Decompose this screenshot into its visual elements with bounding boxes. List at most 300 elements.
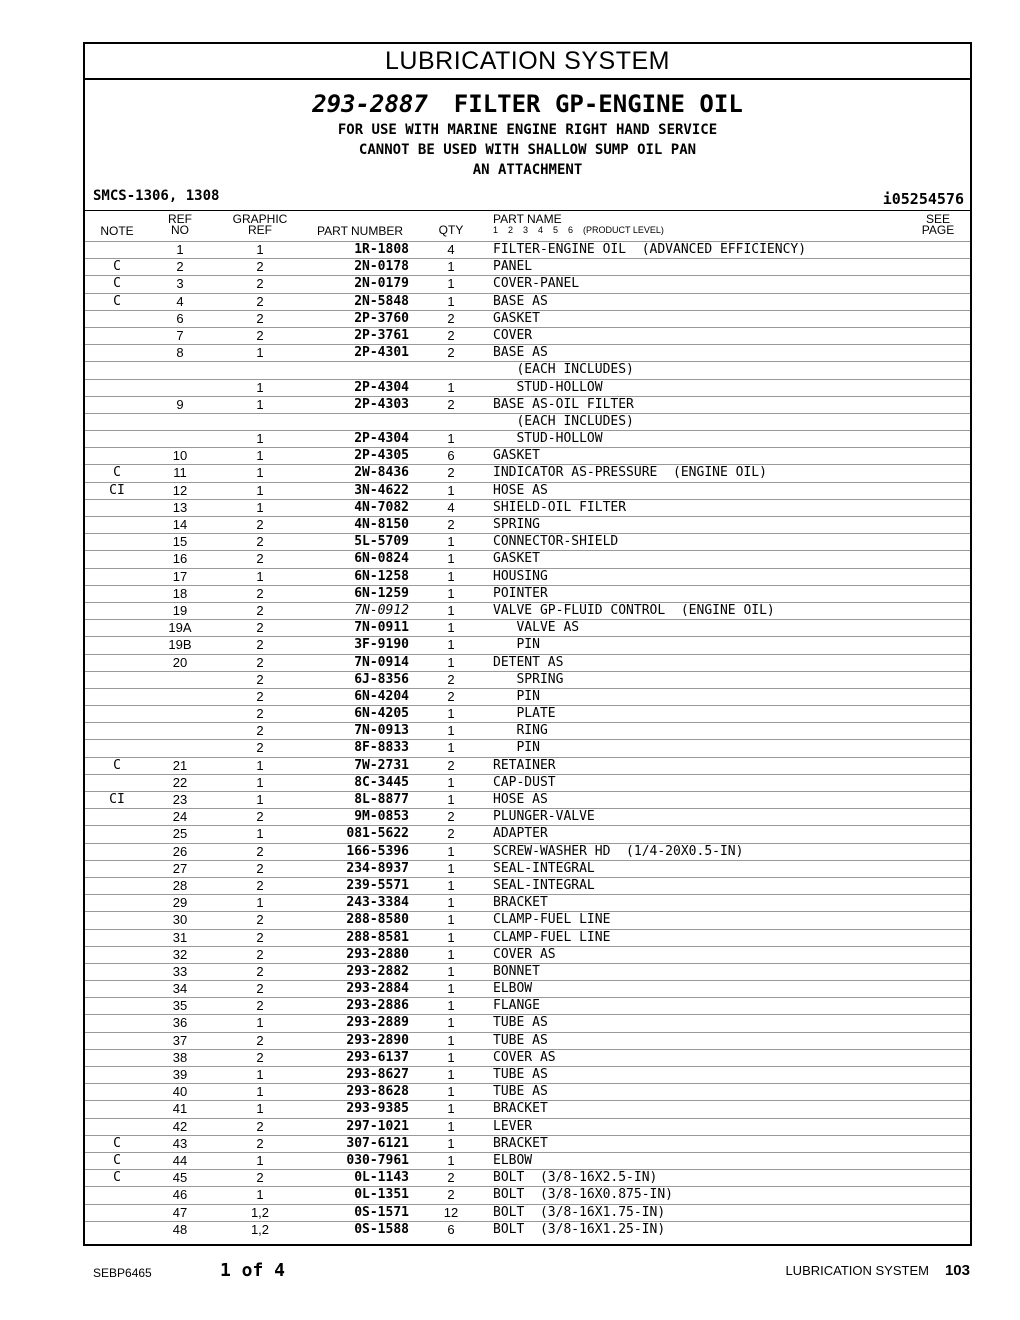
- parts-list-frame: [83, 42, 972, 1246]
- part-name-cell: VALVE GP-FLUID CONTROL (ENGINE OIL): [493, 602, 775, 618]
- qty-cell: 1: [447, 1067, 455, 1082]
- table-row: [85, 1152, 970, 1169]
- graphic-ref-cell: 1: [256, 242, 264, 257]
- ref-no-cell: 25: [172, 826, 188, 842]
- part-name-cell: GASKET: [493, 310, 540, 326]
- part-number-cell: 0L-1351: [354, 1187, 409, 1203]
- qty-cell: 1: [447, 792, 455, 807]
- ref-no-cell: 29: [172, 895, 188, 911]
- part-number-cell: 293-2889: [346, 1015, 409, 1031]
- qty-cell: 1: [447, 1049, 455, 1065]
- part-name-cell: GASKET: [493, 448, 540, 464]
- part-name-cell: TUBE AS: [493, 1084, 548, 1100]
- part-number-cell: 293-6137: [346, 1049, 409, 1065]
- table-row: [85, 894, 970, 911]
- part-name-cell: SHIELD-OIL FILTER: [493, 499, 627, 515]
- table-row: [85, 568, 970, 585]
- table-row: [85, 963, 970, 980]
- graphic-ref-cell: 2: [256, 706, 264, 722]
- ref-no-cell: 38: [172, 1049, 188, 1065]
- part-number-cell: 293-2882: [346, 963, 409, 979]
- part-name-cell: BOLT (3/8-16X1.75-IN): [493, 1204, 666, 1220]
- note-cell: C: [113, 293, 121, 309]
- parts-table-body: [85, 241, 970, 1238]
- part-number-cell: 4N-7082: [354, 499, 409, 515]
- qty-cell: 1: [447, 482, 455, 498]
- part-name-cell: INDICATOR AS-PRESSURE (ENGINE OIL): [493, 465, 767, 481]
- group-note-3: AN ATTACHMENT: [472, 162, 583, 178]
- qty-cell: 1: [447, 1118, 455, 1134]
- qty-cell: 12: [443, 1204, 459, 1220]
- ref-no-cell: 15: [172, 534, 188, 550]
- part-number-cell: 7N-0912: [354, 602, 409, 618]
- table-row: [85, 980, 970, 997]
- ref-no-cell: 42: [172, 1118, 188, 1134]
- qty-cell: 1: [447, 637, 455, 653]
- part-number-cell: 4N-8150: [354, 517, 409, 532]
- table-row: [85, 379, 970, 396]
- note-cell: C: [113, 1170, 121, 1186]
- col-ref-no-2: NO: [171, 223, 189, 237]
- part-name-cell: BRACKET: [493, 895, 548, 911]
- part-number-cell: 239-5571: [346, 877, 409, 893]
- qty-cell: 1: [447, 929, 455, 945]
- part-name-cell: BOLT (3/8-16X2.5-IN): [493, 1170, 658, 1186]
- qty-cell: 2: [447, 517, 455, 532]
- table-row: [85, 1186, 970, 1203]
- graphic-ref-cell: 1: [256, 568, 264, 584]
- part-name-cell: COVER-PANEL: [493, 276, 580, 292]
- qty-cell: 1: [447, 551, 455, 567]
- graphic-ref-cell: 2: [256, 912, 264, 928]
- ref-no-cell: 23: [172, 792, 188, 807]
- table-row: [85, 1066, 970, 1083]
- group-note-2: CANNOT BE USED WITH SHALLOW SUMP OIL PAN: [358, 142, 697, 158]
- table-row: [85, 843, 970, 860]
- note-cell: CI: [109, 482, 125, 498]
- group-part-number: 293-2887: [312, 90, 428, 118]
- ref-no-cell: 44: [172, 1152, 188, 1168]
- qty-cell: 1: [447, 774, 455, 790]
- table-row: [85, 808, 970, 825]
- part-name-cell: SPRING: [493, 671, 564, 687]
- part-number-cell: 293-2884: [346, 981, 409, 997]
- graphic-ref-cell: 2: [256, 327, 264, 343]
- group-title: [85, 90, 970, 118]
- graphic-ref-cell: 2: [256, 551, 264, 567]
- graphic-ref-cell: 1: [256, 499, 264, 515]
- column-headers: [85, 211, 970, 241]
- col-graphic-ref-2: REF: [248, 223, 272, 237]
- part-name-cell: CLAMP-FUEL LINE: [493, 912, 611, 928]
- qty-cell: 4: [447, 499, 455, 515]
- part-number-cell: 8L-8877: [354, 792, 409, 807]
- table-row: [85, 1032, 970, 1049]
- part-name-cell: FLANGE: [493, 998, 540, 1014]
- part-number-cell: 243-3384: [346, 895, 409, 911]
- col-ref-no-1: REF: [168, 212, 192, 226]
- part-name-cell: DETENT AS: [493, 654, 564, 670]
- part-name-cell: COVER: [493, 327, 533, 343]
- table-row: [85, 1204, 970, 1221]
- part-number-cell: 2P-4303: [354, 396, 409, 412]
- part-number-cell: 2P-4304: [354, 431, 409, 447]
- graphic-ref-cell: 2: [256, 1118, 264, 1134]
- graphic-ref-cell: 2: [256, 310, 264, 326]
- table-row: [85, 997, 970, 1014]
- part-number-cell: 2P-4304: [354, 379, 409, 395]
- qty-cell: 1: [447, 1015, 455, 1031]
- qty-cell: 1: [447, 1135, 455, 1151]
- part-number-cell: 293-2880: [346, 946, 409, 962]
- ref-no-cell: 48: [172, 1221, 188, 1237]
- ref-no-cell: 20: [172, 654, 188, 670]
- ref-no-cell: 21: [172, 757, 188, 773]
- part-number-cell: 3F-9190: [354, 637, 409, 653]
- part-number-cell: 8C-3445: [354, 774, 409, 790]
- group-header: [85, 80, 970, 211]
- part-number-cell: 6J-8356: [354, 671, 409, 687]
- part-name-cell: FILTER-ENGINE OIL (ADVANCED EFFICIENCY): [493, 242, 807, 257]
- table-row: [85, 430, 970, 447]
- table-row: [85, 1135, 970, 1152]
- part-name-cell: HOUSING: [493, 568, 548, 584]
- part-number-cell: 293-8627: [346, 1067, 409, 1082]
- qty-cell: 1: [447, 276, 455, 292]
- ref-no-cell: 8: [176, 345, 184, 361]
- part-name-cell: PANEL: [493, 259, 533, 275]
- graphic-ref-cell: 2: [256, 620, 264, 636]
- section-title: LUBRICATION SYSTEM: [85, 44, 970, 80]
- part-number-cell: 7W-2731: [354, 757, 409, 773]
- part-number-cell: 288-8581: [346, 929, 409, 945]
- graphic-ref-cell: 2: [256, 860, 264, 876]
- graphic-ref-cell: 2: [256, 740, 264, 756]
- table-row: [85, 825, 970, 842]
- ref-no-cell: 11: [173, 465, 187, 481]
- ref-no-cell: 12: [172, 482, 188, 498]
- graphic-ref-cell: 1: [256, 396, 264, 412]
- qty-cell: 1: [447, 1084, 455, 1100]
- part-name-cell: BONNET: [493, 963, 540, 979]
- col-note: NOTE: [100, 224, 134, 238]
- graphic-ref-cell: 2: [256, 654, 264, 670]
- part-name-cell: TUBE AS: [493, 1032, 548, 1048]
- qty-cell: 1: [447, 740, 455, 756]
- table-row: [85, 929, 970, 946]
- graphic-ref-cell: 2: [256, 276, 264, 292]
- col-qty: QTY: [438, 223, 464, 237]
- table-row: [85, 241, 970, 258]
- table-row: [85, 499, 970, 516]
- ref-no-cell: 36: [172, 1015, 188, 1031]
- qty-cell: 1: [447, 1152, 455, 1168]
- table-row: [85, 1049, 970, 1066]
- ref-no-cell: 19A: [168, 620, 192, 636]
- part-number-cell: 7N-0914: [354, 654, 409, 670]
- table-row: [85, 1100, 970, 1117]
- table-row: [85, 860, 970, 877]
- col-part-number: PART NUMBER: [317, 224, 404, 238]
- ref-no-cell: 4: [176, 293, 184, 309]
- graphic-ref-cell: 2: [256, 1032, 264, 1048]
- table-row: [85, 1221, 970, 1238]
- ref-no-cell: 6: [176, 310, 184, 326]
- part-number-cell: 293-2890: [346, 1032, 409, 1048]
- group-name: FILTER GP-ENGINE OIL: [453, 90, 743, 118]
- table-row: [85, 464, 970, 481]
- ref-no-cell: 34: [172, 981, 188, 997]
- group-note-1: FOR USE WITH MARINE ENGINE RIGHT HAND SERVICE: [337, 122, 718, 138]
- part-name-cell: TUBE AS: [493, 1067, 548, 1082]
- table-row: [85, 482, 970, 499]
- qty-cell: 4: [447, 242, 455, 257]
- ref-no-cell: 41: [172, 1101, 188, 1117]
- part-name-cell: STUD-HOLLOW: [493, 379, 603, 395]
- table-row: [85, 533, 970, 550]
- part-number-cell: 7N-0913: [354, 723, 409, 739]
- part-name-cell: CAP-DUST: [493, 774, 556, 790]
- part-name-cell: SCREW-WASHER HD (1/4-20X0.5-IN): [493, 843, 744, 859]
- part-name-cell: ADAPTER: [493, 826, 548, 842]
- graphic-ref-cell: 2: [256, 293, 264, 309]
- part-name-cell: CONNECTOR-SHIELD: [493, 534, 619, 550]
- note-cell: C: [113, 1135, 121, 1151]
- part-name-cell: SPRING: [493, 517, 540, 532]
- ref-no-cell: 9: [176, 396, 184, 412]
- graphic-ref-cell: 1: [256, 792, 264, 807]
- qty-cell: 2: [447, 757, 455, 773]
- part-name-cell: (EACH INCLUDES): [493, 362, 634, 378]
- ref-no-cell: 1: [176, 242, 184, 257]
- part-name-cell: PIN: [493, 740, 540, 756]
- part-number-cell: 0L-1143: [354, 1170, 409, 1186]
- graphic-ref-cell: 2: [256, 585, 264, 601]
- part-name-cell: BRACKET: [493, 1135, 548, 1151]
- table-row: [85, 310, 970, 327]
- table-row: [85, 327, 970, 344]
- ref-no-cell: 19: [172, 602, 188, 618]
- graphic-ref-cell: 1: [256, 448, 264, 464]
- part-name-cell: HOSE AS: [493, 482, 548, 498]
- part-number-cell: 5L-5709: [354, 534, 409, 550]
- qty-cell: 2: [447, 1187, 455, 1203]
- part-name-cell: PLATE: [493, 706, 556, 722]
- part-name-cell: POINTER: [493, 585, 548, 601]
- part-name-cell: HOSE AS: [493, 792, 548, 807]
- col-part-name: PART NAME: [493, 212, 562, 226]
- footer-section: [785, 1262, 970, 1279]
- col-see-page-1: SEE: [925, 212, 950, 226]
- ref-no-cell: 33: [172, 963, 188, 979]
- graphic-ref-cell: 1: [256, 1152, 264, 1168]
- ref-no-cell: 24: [172, 809, 188, 825]
- graphic-ref-cell: 2: [256, 637, 264, 653]
- part-name-cell: COVER AS: [493, 1049, 556, 1065]
- part-name-cell: RETAINER: [493, 757, 556, 773]
- ref-no-cell: 35: [172, 998, 188, 1014]
- qty-cell: 1: [447, 1032, 455, 1048]
- part-name-cell: ELBOW: [493, 981, 533, 997]
- graphic-ref-cell: 1: [256, 774, 264, 790]
- footer-section-name: LUBRICATION SYSTEM: [785, 1263, 929, 1278]
- ref-no-cell: 43: [172, 1135, 188, 1151]
- part-name-cell: (EACH INCLUDES): [493, 413, 634, 429]
- table-row: [85, 739, 970, 756]
- part-number-cell: 288-8580: [346, 912, 409, 928]
- table-row: [85, 258, 970, 275]
- graphic-ref-cell: 2: [256, 1049, 264, 1065]
- graphic-ref-cell: 2: [256, 688, 264, 704]
- part-number-cell: 6N-1258: [354, 568, 409, 584]
- note-cell: C: [113, 276, 121, 292]
- qty-cell: 1: [447, 620, 455, 636]
- table-row: [85, 585, 970, 602]
- ref-no-cell: 30: [172, 912, 188, 928]
- table-row: [85, 911, 970, 928]
- table-row: [85, 447, 970, 464]
- table-row: [85, 654, 970, 671]
- ref-no-cell: 14: [172, 517, 188, 532]
- graphic-ref-cell: 1: [256, 1084, 264, 1100]
- col-see-page-2: PAGE: [921, 223, 955, 237]
- table-row: [85, 275, 970, 292]
- part-name-cell: SEAL-INTEGRAL: [493, 877, 595, 893]
- qty-cell: 2: [447, 327, 455, 343]
- part-name-cell: PIN: [493, 688, 540, 704]
- part-number-cell: 3N-4622: [354, 482, 409, 498]
- qty-cell: 1: [447, 895, 455, 911]
- ref-no-cell: 2: [176, 259, 184, 275]
- graphic-ref-cell: 1,2: [250, 1204, 270, 1220]
- footer-page-number: 103: [944, 1262, 970, 1279]
- table-row: [85, 619, 970, 636]
- part-number-cell: 9M-0853: [354, 809, 409, 825]
- qty-cell: 2: [447, 809, 455, 825]
- part-number-cell: 2N-5848: [354, 293, 409, 309]
- part-number-cell: 234-8937: [346, 860, 409, 876]
- table-row: [85, 671, 970, 688]
- qty-cell: 1: [447, 568, 455, 584]
- qty-cell: 2: [447, 1170, 455, 1186]
- ref-no-cell: 31: [172, 929, 188, 945]
- ref-no-cell: 13: [172, 499, 188, 515]
- part-number-cell: 166-5396: [346, 843, 409, 859]
- part-number-cell: 6N-0824: [354, 551, 409, 567]
- part-name-cell: PLUNGER-VALVE: [493, 809, 595, 825]
- qty-cell: 6: [447, 1221, 455, 1237]
- part-name-cell: STUD-HOLLOW: [493, 431, 603, 447]
- table-row: [85, 516, 970, 533]
- qty-cell: 1: [447, 706, 455, 722]
- part-name-cell: BOLT (3/8-16X1.25-IN): [493, 1221, 666, 1237]
- graphic-ref-cell: 1: [256, 465, 264, 481]
- table-row: [85, 791, 970, 808]
- table-row: [85, 602, 970, 619]
- part-number-cell: 2N-0178: [354, 259, 409, 275]
- part-name-cell: VALVE AS: [493, 620, 580, 636]
- table-row: [85, 946, 970, 963]
- graphic-ref-cell: 2: [256, 259, 264, 275]
- ref-no-cell: 40: [172, 1084, 188, 1100]
- qty-cell: 1: [447, 379, 455, 395]
- part-number-cell: 6N-4204: [354, 688, 409, 704]
- part-number-cell: 2P-3760: [354, 310, 409, 326]
- part-name-cell: LEVER: [493, 1118, 533, 1134]
- part-number-cell: 0S-1588: [354, 1221, 409, 1237]
- qty-cell: 1: [447, 654, 455, 670]
- qty-cell: 1: [447, 293, 455, 309]
- page-of: 1 of 4: [220, 1260, 286, 1281]
- part-name-cell: BOLT (3/8-16X0.875-IN): [493, 1187, 674, 1203]
- part-number-cell: 6N-1259: [354, 585, 409, 601]
- qty-cell: 1: [447, 998, 455, 1014]
- ref-no-cell: 17: [172, 568, 188, 584]
- ref-no-cell: 32: [172, 946, 188, 962]
- part-number-cell: 6N-4205: [354, 706, 409, 722]
- part-number-cell: 7N-0911: [354, 620, 409, 636]
- part-name-cell: BASE AS-OIL FILTER: [493, 396, 634, 412]
- qty-cell: 1: [447, 877, 455, 893]
- graphic-ref-cell: 1: [256, 1067, 264, 1082]
- ref-no-cell: 16: [172, 551, 188, 567]
- graphic-ref-cell: 2: [256, 998, 264, 1014]
- part-name-cell: BRACKET: [493, 1101, 548, 1117]
- graphic-ref-cell: 2: [256, 877, 264, 893]
- qty-cell: 1: [447, 860, 455, 876]
- graphic-ref-cell: 2: [256, 843, 264, 859]
- part-number-cell: 0S-1571: [354, 1204, 409, 1220]
- qty-cell: 1: [447, 585, 455, 601]
- col-graphic-ref-1: GRAPHIC: [232, 212, 288, 226]
- part-name-cell: SEAL-INTEGRAL: [493, 860, 595, 876]
- qty-cell: 1: [447, 912, 455, 928]
- table-row: [85, 877, 970, 894]
- ref-no-cell: 3: [176, 276, 184, 292]
- table-row: [85, 1118, 970, 1135]
- part-name-cell: COVER AS: [493, 946, 556, 962]
- graphic-ref-cell: 2: [256, 809, 264, 825]
- smcs-code: SMCS-1306, 1308: [93, 188, 220, 204]
- graphic-ref-cell: 1: [256, 345, 264, 361]
- part-number-cell: 307-6121: [346, 1135, 409, 1151]
- graphic-ref-cell: 2: [256, 723, 264, 739]
- graphic-ref-cell: 1: [256, 757, 264, 773]
- graphic-ref-cell: 1: [256, 482, 264, 498]
- qty-cell: 2: [447, 688, 455, 704]
- graphic-ref-cell: 1: [256, 1015, 264, 1031]
- graphic-ref-cell: 1: [256, 826, 264, 842]
- table-row: [85, 1169, 970, 1186]
- table-row: [85, 1083, 970, 1100]
- part-number-cell: 293-8628: [346, 1084, 409, 1100]
- graphic-ref-cell: 1: [256, 431, 264, 447]
- part-number-cell: 2W-8436: [354, 465, 409, 481]
- graphic-ref-cell: 1: [256, 1101, 264, 1117]
- qty-cell: 1: [447, 1101, 455, 1117]
- part-number-cell: 030-7961: [346, 1152, 409, 1168]
- graphic-ref-cell: 2: [256, 1170, 264, 1186]
- qty-cell: 2: [447, 671, 455, 687]
- note-cell: C: [113, 259, 121, 275]
- part-name-cell: BASE AS: [493, 293, 548, 309]
- ref-no-cell: 7: [176, 327, 184, 343]
- qty-cell: 1: [447, 981, 455, 997]
- ref-no-cell: 22: [172, 774, 188, 790]
- qty-cell: 2: [447, 826, 455, 842]
- table-row: [85, 705, 970, 722]
- part-name-cell: PIN: [493, 637, 540, 653]
